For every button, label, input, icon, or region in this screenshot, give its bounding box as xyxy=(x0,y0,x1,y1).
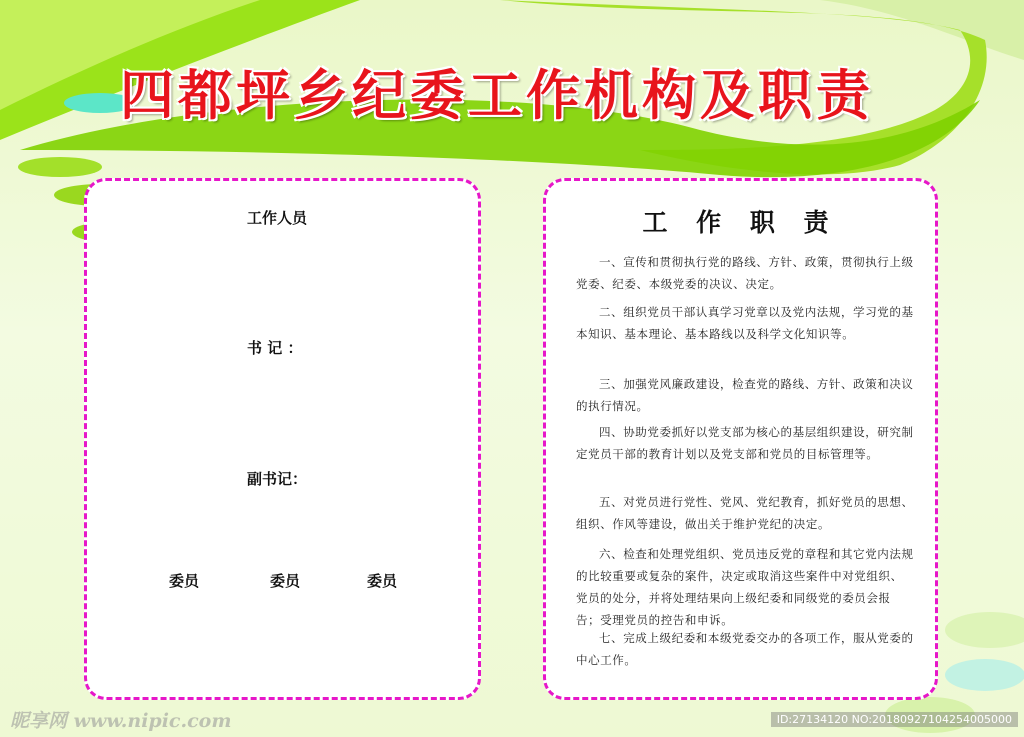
duties-panel xyxy=(543,178,938,700)
member-label: 委员 xyxy=(270,572,301,590)
page-title: 四都坪乡纪委工作机构及职责 xyxy=(120,64,874,127)
staff-panel xyxy=(84,178,481,700)
duty-item: 六、检查和处理党组织、党员违反党的章程和其它党内法规的比较重要或复杂的案件，决定或取消这些案件中对党组织、党员的处分，并将处理结果向上级纪委和同级党的委员会报告；受理党员的控告和申诉。 xyxy=(576,547,914,627)
duty-item: 七、完成上级纪委和本级党委交办的各项工作，服从党委的中心工作。 xyxy=(576,631,914,667)
image-id-watermark: ID:27134120 NO:20180927104254005000 xyxy=(771,712,1018,727)
staff-heading: 工作人员 xyxy=(247,209,308,227)
duty-item: 五、对党员进行党性、党风、党纪教育，抓好党员的思想、组织、作风等建设，做出关于维护党纪的决定。 xyxy=(576,495,914,531)
deputy-secretary-label: 副书记： xyxy=(247,470,308,488)
duty-item: 三、加强党风廉政建设，检查党的路线、方针、政策和决议的执行情况。 xyxy=(576,377,914,413)
member-label: 委员 xyxy=(367,572,398,590)
duty-item: 四、协助党委抓好以党支部为核心的基层组织建设，研究制定党员干部的教育计划以及党支部和党员的目标管理等。 xyxy=(576,425,914,461)
duty-item: 二、组织党员干部认真学习党章以及党内法规，学习党的基本知识、基本理论、基本路线以及科学文化知识等。 xyxy=(576,305,914,341)
secretary-label: 书 记 ： xyxy=(247,339,303,357)
member-label: 委员 xyxy=(169,572,200,590)
duty-item: 一、宣传和贯彻执行党的路线、方针、政策，贯彻执行上级党委、纪委、本级党委的决议、决定。 xyxy=(576,255,914,291)
site-watermark: 昵享网 www.nipic.com xyxy=(10,710,232,732)
duties-heading: 工 作 职 责 xyxy=(642,208,839,237)
